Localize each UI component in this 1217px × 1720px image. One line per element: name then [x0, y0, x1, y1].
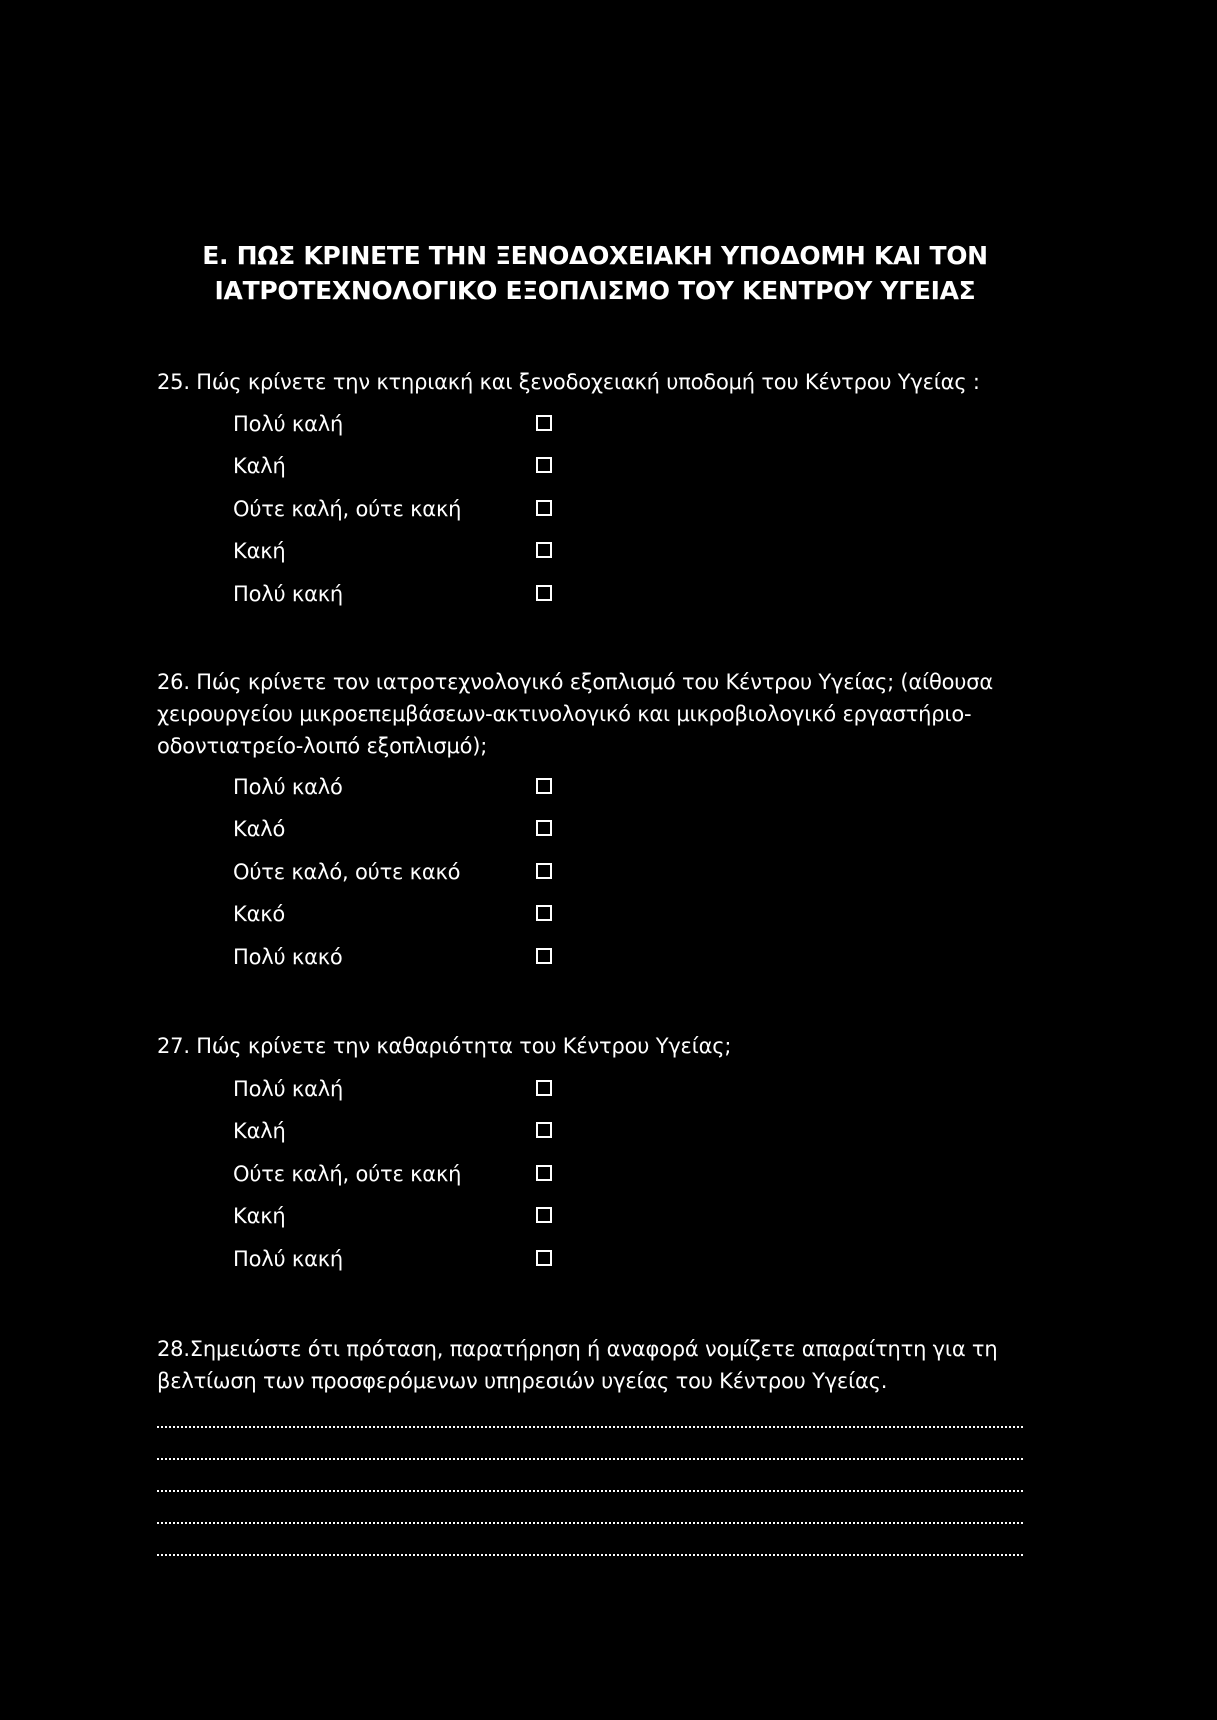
section-title-line-2: ΙΑΤΡΟΤΕΧΝΟΛΟΓΙΚΟ ΕΞΟΠΛΙΣΜΟ ΤΟΥ ΚΕΝΤΡΟΥ ΥΓΕΙΑΣ: [214, 276, 976, 305]
answer-line[interactable]: [157, 1520, 1023, 1524]
checkbox[interactable]: [536, 1207, 552, 1223]
section-title-line-1: Ε. ΠΩΣ ΚΡΙΝΕΤΕ ΤΗΝ ΞΕΝΟΔΟΧΕΙΑΚΗ ΥΠΟΔΟΜΗ ΚΑΙ ΤΟΝ: [202, 241, 988, 270]
option-row[interactable]: [233, 535, 563, 567]
checkbox[interactable]: [536, 1080, 552, 1096]
answer-line[interactable]: [157, 1488, 1023, 1492]
checkbox[interactable]: [536, 1122, 552, 1138]
answer-line[interactable]: [157, 1424, 1023, 1428]
option-row[interactable]: [233, 1158, 563, 1190]
checkbox[interactable]: [536, 415, 552, 431]
option-label: Πολύ κακή: [233, 582, 343, 606]
question-28: 28.Σημειώστε ότι πρόταση, παρατήρηση ή αναφορά νομίζετε απαραίτητη για τη βελτίωση των προσφερόμενων υπηρεσιών υγείας του Κέντρου Υγείας.: [157, 1337, 998, 1393]
option-row[interactable]: [233, 771, 563, 803]
question-25: 25. Πώς κρίνετε την κτηριακή και ξενοδοχειακή υποδομή του Κέντρου Υγείας :: [157, 370, 980, 394]
checkbox[interactable]: [536, 820, 552, 836]
option-label: Πολύ κακό: [233, 945, 343, 969]
checkbox[interactable]: [536, 500, 552, 516]
option-label: Κακή: [233, 1204, 286, 1228]
checkbox[interactable]: [536, 542, 552, 558]
option-label: Καλό: [233, 817, 286, 841]
option-row[interactable]: [233, 1243, 563, 1275]
option-label: Ούτε καλή, ούτε κακή: [233, 497, 462, 521]
option-row[interactable]: [233, 856, 563, 888]
option-row[interactable]: [233, 408, 563, 440]
answer-line[interactable]: [157, 1456, 1023, 1460]
checkbox[interactable]: [536, 1250, 552, 1266]
option-row[interactable]: [233, 898, 563, 930]
option-label: Πολύ καλό: [233, 775, 343, 799]
option-row[interactable]: [233, 450, 563, 482]
option-row[interactable]: [233, 1073, 563, 1105]
answer-line[interactable]: [157, 1552, 1023, 1556]
option-row[interactable]: [233, 813, 563, 845]
option-label: Πολύ κακή: [233, 1247, 343, 1271]
checkbox[interactable]: [536, 585, 552, 601]
option-label: Κακή: [233, 539, 286, 563]
question-26: 26. Πώς κρίνετε τον ιατροτεχνολογικό εξοπλισμό του Κέντρου Υγείας; (αίθουσα χειρουργείου μικροεπεμβάσεων-ακτινολογικό και μικροβιολογικό εργαστήριο-οδοντιατρείο-λοιπό εξοπλισμό);: [157, 670, 993, 758]
checkbox[interactable]: [536, 1165, 552, 1181]
checkbox[interactable]: [536, 863, 552, 879]
option-label: Πολύ καλή: [233, 1077, 344, 1101]
checkbox[interactable]: [536, 948, 552, 964]
checkbox[interactable]: [536, 905, 552, 921]
checkbox[interactable]: [536, 457, 552, 473]
option-label: Καλή: [233, 1119, 286, 1143]
option-label: Ούτε καλή, ούτε κακή: [233, 1162, 462, 1186]
option-row[interactable]: [233, 1200, 563, 1232]
option-label: Καλή: [233, 454, 286, 478]
option-label: Πολύ καλή: [233, 412, 344, 436]
checkbox[interactable]: [536, 778, 552, 794]
section-title: [0, 238, 1190, 308]
option-row[interactable]: [233, 1115, 563, 1147]
option-row[interactable]: [233, 493, 563, 525]
option-row[interactable]: [233, 578, 563, 610]
option-row[interactable]: [233, 941, 563, 973]
option-label: Κακό: [233, 902, 286, 926]
question-27: 27. Πώς κρίνετε την καθαριότητα του Κέντρου Υγείας;: [157, 1034, 732, 1058]
option-label: Ούτε καλό, ούτε κακό: [233, 860, 461, 884]
